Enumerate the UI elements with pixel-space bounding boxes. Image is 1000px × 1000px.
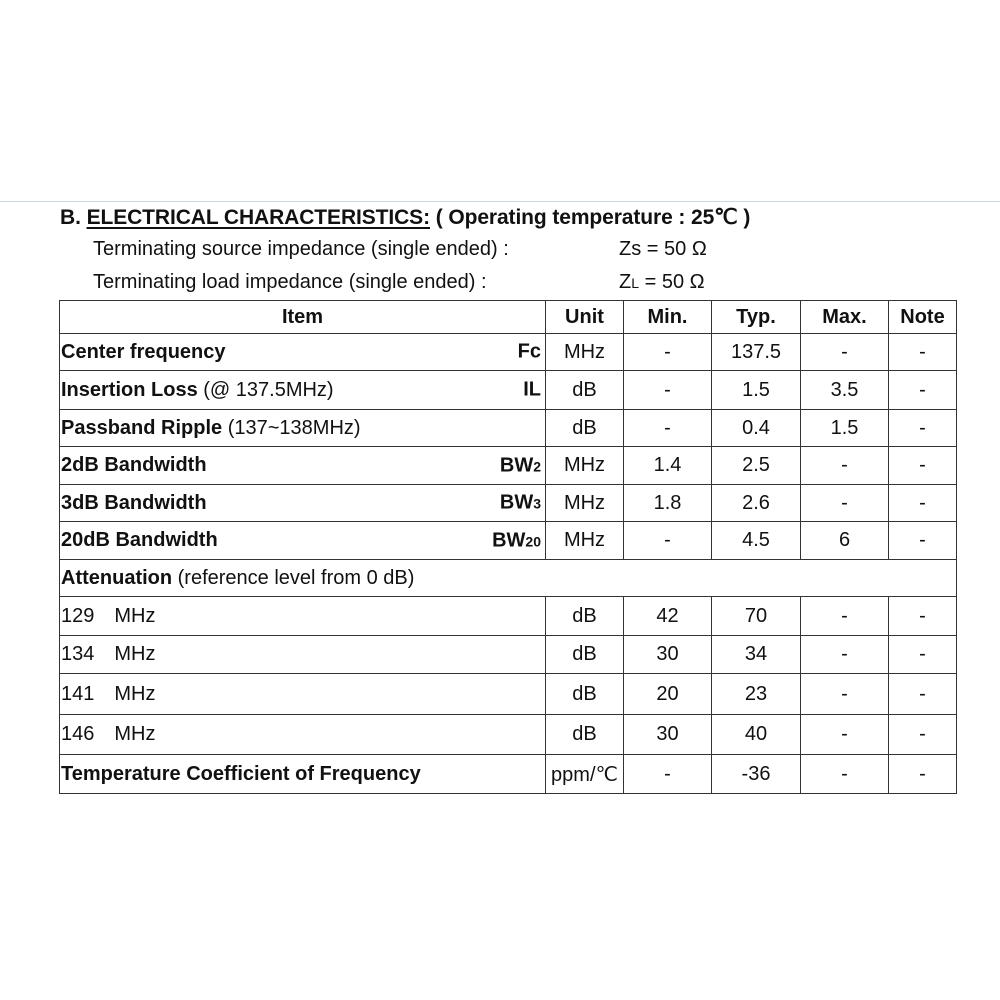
- value-cell-typ: 1.5: [712, 371, 801, 410]
- section-prefix: B.: [60, 206, 81, 229]
- top-divider-line: [0, 201, 1000, 202]
- load-impedance-symbol: ZL: [619, 271, 640, 293]
- parameter-name: [60, 454, 207, 477]
- parameter-name: [60, 341, 226, 364]
- parameter-symbol: IL: [523, 378, 541, 401]
- attenuation-row: [60, 636, 957, 674]
- value-cell-max: 6: [801, 522, 889, 560]
- attenuation-frequency: 141 MHz: [61, 682, 156, 705]
- column-header-typ: Typ.: [712, 301, 801, 334]
- value-cell-typ: 137.5: [712, 334, 801, 371]
- value-cell-typ: 34: [712, 636, 801, 674]
- parameter-cell: [60, 371, 546, 410]
- value-cell-min: 42: [624, 597, 712, 636]
- value-cell-max: -: [801, 447, 889, 485]
- attenuation-row: [60, 597, 957, 636]
- attenuation-frequency-cell: [60, 674, 546, 715]
- value-cell-note: -: [889, 410, 957, 447]
- value-cell-typ: -36: [712, 755, 801, 794]
- value-cell-min: 1.8: [624, 485, 712, 522]
- load-impedance-number: = 50 Ω: [644, 271, 705, 293]
- value-cell-typ: 0.4: [712, 410, 801, 447]
- value-cell-typ: 23: [712, 674, 801, 715]
- column-header-min: Min.: [624, 301, 712, 334]
- attenuation-label: Attenuation: [61, 566, 173, 589]
- value-cell-note: -: [889, 485, 957, 522]
- source-impedance-symbol: Zs: [619, 238, 642, 260]
- value-cell-unit: dB: [546, 715, 624, 755]
- attenuation-frequency: 129 MHz: [61, 604, 156, 627]
- parameter-name-bold: 20dB Bandwidth: [61, 529, 218, 551]
- value-cell-min: 20: [624, 674, 712, 715]
- parameter-name-bold: Passband Ripple: [61, 416, 223, 439]
- parameter-name-bold: 3dB Bandwidth: [61, 491, 207, 514]
- parameter-symbol: BW2: [499, 454, 541, 476]
- attenuation-reference-note: (reference level from 0 dB): [172, 566, 415, 589]
- parameter-cell: [60, 410, 546, 447]
- parameter-name-bold: Insertion Loss: [61, 378, 198, 401]
- value-cell-min: 1.4: [624, 447, 712, 485]
- value-cell-unit: MHz: [546, 447, 624, 485]
- column-header-max: Max.: [801, 301, 889, 334]
- attenuation-label-cell: [60, 560, 957, 597]
- load-impedance-value: [619, 271, 705, 294]
- value-cell-max: -: [801, 597, 889, 636]
- value-cell-note: -: [889, 755, 957, 794]
- value-cell-min: 30: [624, 715, 712, 755]
- electrical-characteristics-table: [59, 300, 957, 794]
- value-cell-note: -: [889, 447, 957, 485]
- column-header-unit: Unit: [546, 301, 624, 334]
- parameter-name-detail: (137~138MHz): [222, 416, 361, 439]
- value-cell-unit: dB: [546, 674, 624, 715]
- value-cell-unit: MHz: [546, 334, 624, 371]
- parameter-name: [60, 529, 218, 552]
- temperature-coefficient-name: Temperature Coefficient of Frequency: [60, 755, 546, 794]
- value-cell-max: -: [801, 674, 889, 715]
- value-cell-note: -: [889, 522, 957, 560]
- table-row: [60, 522, 957, 560]
- value-cell-unit: MHz: [546, 485, 624, 522]
- value-cell-note: -: [889, 674, 957, 715]
- value-cell-typ: 70: [712, 597, 801, 636]
- value-cell-note: -: [889, 371, 957, 410]
- parameter-name: [60, 417, 361, 440]
- section-title: ELECTRICAL CHARACTERISTICS:: [86, 206, 430, 229]
- value-cell-note: -: [889, 597, 957, 636]
- value-cell-unit: ppm/℃: [546, 755, 624, 794]
- temperature-coefficient-row: [60, 755, 957, 794]
- value-cell-max: -: [801, 636, 889, 674]
- value-cell-min: -: [624, 755, 712, 794]
- parameter-name-bold: 2dB Bandwidth: [61, 454, 207, 476]
- parameter-symbol: BW3: [499, 491, 541, 514]
- value-cell-max: -: [801, 755, 889, 794]
- operating-condition: ( Operating temperature : 25℃ ): [435, 206, 751, 229]
- value-cell-unit: MHz: [546, 522, 624, 560]
- parameter-cell: [60, 485, 546, 522]
- value-cell-max: 3.5: [801, 371, 889, 410]
- value-cell-note: -: [889, 715, 957, 755]
- value-cell-max: -: [801, 334, 889, 371]
- value-cell-unit: dB: [546, 371, 624, 410]
- value-cell-max: 1.5: [801, 410, 889, 447]
- value-cell-unit: dB: [546, 636, 624, 674]
- attenuation-frequency-cell: [60, 636, 546, 674]
- table-row: [60, 485, 957, 522]
- value-cell-typ: 2.5: [712, 447, 801, 485]
- parameter-cell: [60, 447, 546, 485]
- parameter-cell: [60, 334, 546, 371]
- attenuation-header-row: [60, 560, 957, 597]
- value-cell-min: -: [624, 334, 712, 371]
- value-cell-min: -: [624, 410, 712, 447]
- parameter-name-bold: Center frequency: [61, 340, 226, 363]
- parameter-symbol: BW20: [492, 529, 541, 551]
- table-row: [60, 410, 957, 447]
- section-heading: [60, 205, 750, 230]
- attenuation-frequency-cell: [60, 715, 546, 755]
- value-cell-typ: 40: [712, 715, 801, 755]
- source-impedance-label: Terminating source impedance (single ended) :: [93, 238, 509, 260]
- attenuation-row: [60, 674, 957, 715]
- load-impedance-label: Terminating load impedance (single ended) :: [93, 271, 487, 293]
- value-cell-min: 30: [624, 636, 712, 674]
- table-header-row: [60, 301, 957, 334]
- table-row: [60, 371, 957, 410]
- attenuation-row: [60, 715, 957, 755]
- value-cell-unit: dB: [546, 597, 624, 636]
- value-cell-min: -: [624, 371, 712, 410]
- parameter-cell: [60, 522, 546, 560]
- value-cell-max: -: [801, 715, 889, 755]
- parameter-name: [60, 492, 207, 515]
- parameter-name-detail: (@ 137.5MHz): [197, 378, 334, 401]
- source-impedance-number: = 50 Ω: [646, 238, 707, 260]
- parameter-name: [60, 379, 334, 402]
- parameter-symbol: Fc: [517, 340, 541, 363]
- column-header-note: Note: [889, 301, 957, 334]
- value-cell-typ: 2.6: [712, 485, 801, 522]
- value-cell-typ: 4.5: [712, 522, 801, 560]
- value-cell-max: -: [801, 485, 889, 522]
- column-header-item: Item: [60, 301, 546, 334]
- value-cell-note: -: [889, 636, 957, 674]
- table-row: [60, 334, 957, 371]
- source-impedance-value: [619, 238, 707, 261]
- value-cell-min: -: [624, 522, 712, 560]
- value-cell-note: -: [889, 334, 957, 371]
- table-row: [60, 447, 957, 485]
- attenuation-frequency: 134 MHz: [61, 643, 156, 665]
- value-cell-unit: dB: [546, 410, 624, 447]
- attenuation-frequency: 146 MHz: [61, 723, 156, 745]
- attenuation-frequency-cell: [60, 597, 546, 636]
